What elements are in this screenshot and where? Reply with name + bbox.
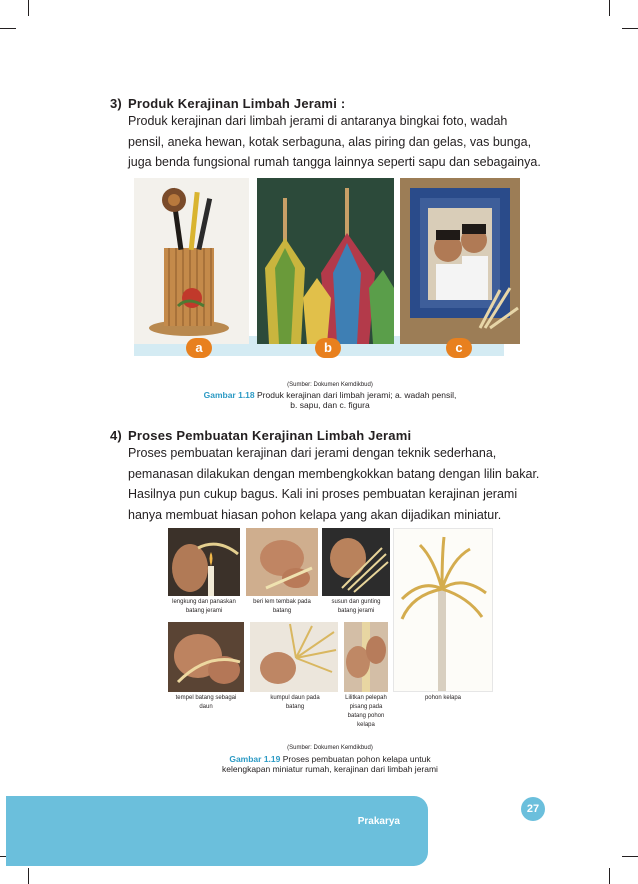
step-caption-2 — [238, 598, 326, 616]
step-photo-1 — [168, 528, 240, 596]
step-caption-5 — [252, 694, 338, 712]
figure-1-18-source: (Sumber: Dokumen Kemdikbud) — [287, 382, 373, 388]
section-3-heading — [110, 96, 345, 111]
caption-text: Produk kerajinan dari limbah jerami; a. wadah pensil, — [254, 390, 457, 400]
section-3-title: Produk Kerajinan Limbah Jerami : — [128, 96, 346, 111]
coconut-tree-illustration — [394, 529, 493, 692]
step-4-illustration — [168, 622, 244, 692]
step-caption-line: susun dan gunting — [331, 599, 381, 605]
crop-mark — [0, 28, 16, 29]
photo-broom — [257, 178, 394, 344]
caption-text: b. sapu, dan c. figura — [290, 400, 370, 410]
figure-1-19-label: Gambar 1.19 — [229, 754, 281, 764]
footer-subject: Prakarya — [357, 816, 400, 827]
crop-mark — [609, 0, 610, 16]
figure-badge-a: a — [186, 338, 212, 358]
step-caption-line: batang jerami — [185, 608, 223, 614]
step-caption-line: batang — [272, 608, 292, 614]
paragraph-line: juga benda fungsional rumah tangga lainnya seperti sapu dan sebagainya. — [128, 155, 541, 169]
step-caption-line: batang jerami — [337, 608, 375, 614]
paragraph-line: hanya membuat hiasan pohon kelapa yang akan dijadikan miniatur. — [128, 507, 502, 522]
section-4-title: Proses Pembuatan Kerajinan Limbah Jerami — [128, 428, 412, 443]
crop-mark — [609, 868, 610, 884]
section-3-paragraph — [128, 111, 546, 173]
step-caption-1 — [158, 598, 250, 616]
step-caption-line: pohon kelapa — [424, 695, 462, 701]
figure-badge-b: b — [315, 338, 341, 358]
crop-mark — [28, 0, 29, 16]
section-4-heading — [110, 428, 411, 443]
step-caption-line: daun — [199, 704, 213, 710]
step-photo-3 — [322, 528, 390, 596]
figure-1-18-caption — [180, 390, 480, 410]
frame-illustration — [400, 178, 520, 344]
step-caption-line: batang pohon — [347, 713, 385, 719]
step-caption-7 — [405, 694, 481, 703]
step-photo-4 — [168, 622, 244, 692]
caption-text: kelengkapan miniatur rumah, kerajinan dari limbah jerami — [222, 764, 438, 774]
step-photo-6 — [344, 622, 388, 692]
crop-mark — [622, 28, 638, 29]
crop-mark — [622, 856, 638, 857]
crop-mark — [28, 868, 29, 884]
step-caption-3 — [316, 598, 396, 616]
step-caption-4 — [160, 694, 252, 712]
figure-badge-c: c — [446, 338, 472, 358]
figure-1-19-caption — [180, 754, 480, 774]
step-6-illustration — [344, 622, 388, 692]
step-3-illustration — [322, 528, 390, 596]
step-caption-line: pisang pada — [349, 704, 383, 710]
pencil-holder-illustration — [134, 178, 249, 344]
step-photo-5 — [250, 622, 338, 692]
step-caption-line: Lilitkan pelepah — [345, 695, 387, 701]
paragraph-line: Hasilnya pun cukup bagus. Kali ini proses pembuatan kerajinan jerami — [128, 487, 518, 501]
step-1-illustration — [168, 528, 240, 596]
step-caption-line: tempel batang sebagai — [175, 695, 237, 701]
figure-1-18-label: Gambar 1.18 — [203, 390, 255, 400]
figure-1-19-source: (Sumber: Dokumen Kemdikbud) — [287, 745, 373, 751]
section-3-number: 3) — [110, 96, 122, 111]
step-caption-line: beri lem tembak pada — [253, 599, 311, 605]
caption-text: Proses pembuatan pohon kelapa untuk — [280, 754, 431, 764]
step-2-illustration — [246, 528, 318, 596]
step-photo-2 — [246, 528, 318, 596]
section-4-paragraph — [128, 443, 546, 525]
step-caption-line: batang — [285, 704, 305, 710]
paragraph-line: Produk kerajinan dari limbah jerami di antaranya bingkai foto, wadah — [128, 114, 508, 128]
section-4-number: 4) — [110, 428, 122, 443]
step-caption-line: kumpul daun pada — [270, 695, 320, 701]
step-caption-line: kelapa — [357, 722, 375, 728]
photo-frame — [400, 178, 520, 344]
paragraph-line: Proses pembuatan kerajinan dari jerami dengan teknik sederhana, — [128, 446, 497, 460]
page-number: 27 — [521, 797, 545, 821]
step-caption-6 — [334, 694, 398, 730]
step-5-illustration — [250, 622, 338, 692]
step-caption-line: lengkung dan panaskan — [172, 599, 236, 605]
broom-illustration — [257, 178, 394, 344]
photo-pencil-holder — [134, 178, 249, 344]
paragraph-line: pemanasan dilakukan dengan membengkokkan batang dengan lilin bakar. — [128, 466, 540, 481]
paragraph-line: pensil, aneka hewan, kotak serbaguna, alas piring dan gelas, vas bunga, — [128, 134, 532, 149]
footer-bar — [6, 796, 428, 866]
step-photo-7 — [393, 528, 493, 692]
